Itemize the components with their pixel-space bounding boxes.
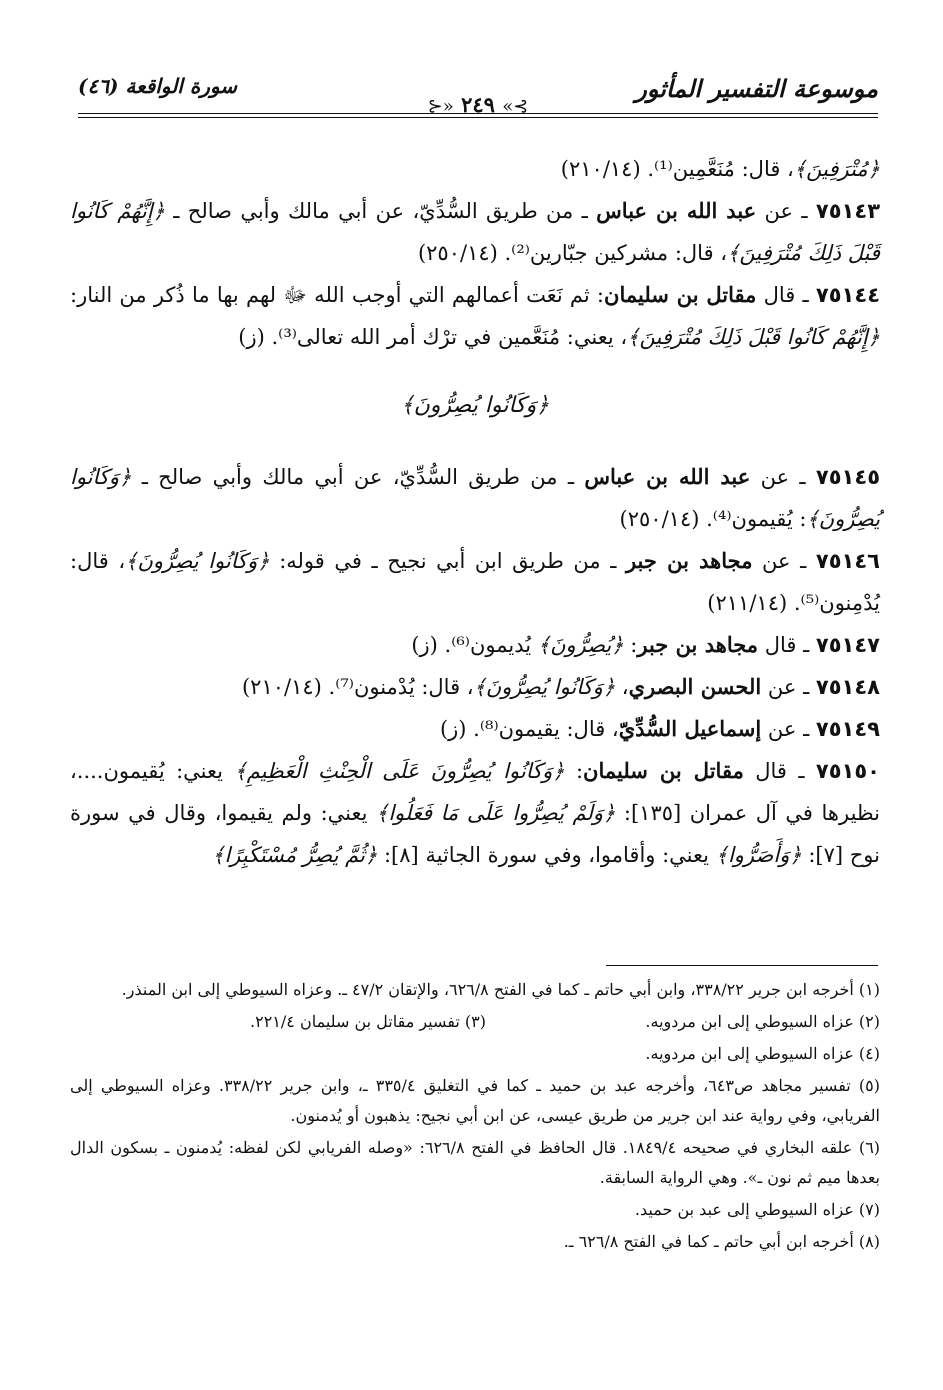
paragraph-text: ـ من طريق السُّدِّيّ، عن أبي مالك وأبي صالح ـ [164, 199, 597, 223]
paragraph-text: ، قال: يُدْمنون⁽⁷⁾. (٢١٠/١٤) [241, 675, 474, 699]
paragraph-text: يعني: وأقاموا، وفي سورة الجاثية [٨]: [377, 843, 716, 867]
paragraph-text: ، يعني: مُنَعَّمين في ترْك أمر الله تعالى⁽³⁾. (ز) [238, 325, 628, 349]
surah-label: سورة الواقعة (٤٦) [78, 74, 238, 98]
paragraph-75145 [70, 456, 880, 540]
quran-quote: ﴿وَأَصَرُّوا﴾ [715, 843, 802, 867]
paragraph-text: يعني: ولم يقيموا، وقال في سورة نوح [٧]: [70, 801, 880, 867]
paragraph-text: يُديمون⁽⁶⁾. (ز) [411, 633, 538, 657]
paragraph-text: : [564, 759, 584, 783]
paragraph-text: ، قال: مُنَعَّمِين⁽¹⁾. (٢١٠/١٤) [560, 157, 794, 181]
ornament-right: ⊱» [502, 96, 529, 117]
paragraph-text: ، قال: يقيمون⁽⁸⁾. (ز) [439, 717, 619, 741]
quran-quote: ﴿ثُمَّ يُصِرُّ مُسْتَكْبِرًا﴾ [212, 843, 378, 867]
paragraph-text: : ثم نَعَت أعمالهم التي أوجب الله ﷻ لهم بها ما ذُكر من النار: [70, 283, 605, 307]
quran-quote: ﴿إِنَّهُمْ كَانُوا قَبْلَ ذَلِكَ مُتْرَفِينَ﴾ [70, 199, 880, 265]
footnote-1: (١) أخرجه ابن جرير ٣٣٨/٢٢، وابن أبي حاتم ـ كما في الفتح ٦٢٦/٨، والإتقان ٤٧/٢ ـ. وعزاه السيوطي إلى ابن المنذر. [121, 980, 880, 999]
quran-quote: ﴿يُصِرُّونَ﴾ [537, 633, 624, 657]
footnote-8: (٨) أخرجه ابن أبي حاتم ـ كما في الفتح ٦٢٦/٨ ـ. [563, 1232, 880, 1251]
paragraph-text: ـ عن [756, 199, 816, 223]
paragraph-text: يعني: يُقيمون....، نظيرها في آل عمران [١٣٥]: [70, 759, 880, 825]
entry-number: ٧٥١٤٧ [815, 633, 880, 657]
footnote-4: (٤) عزاه السيوطي إلى ابن مردويه. [645, 1044, 880, 1063]
narrator-name: مجاهد بن جبر [637, 632, 759, 657]
book-title: موسوعة التفسير المأثور [635, 74, 878, 103]
entry-number: ٧٥١٤٥ [815, 465, 881, 489]
page-header [78, 72, 878, 117]
narrator-name: مقاتل بن سليمان [604, 282, 757, 307]
paragraph-75146 [70, 540, 880, 624]
footnote-5: (٥) تفسير مجاهد ص٦٤٣، وأخرجه عبد بن حميد ـ كما في التغليق ٣٣٥/٤ ـ، وابن جرير ٣٣٨/٢٢. وعزاه السيوطي إلى الفريابي، وفي رواية عند ابن جرير من طريق عيسى، عن ابن أبي نجيح: يذهبون أو يُدمنون. [70, 1076, 881, 1125]
paragraph-text: ـ عن [761, 675, 816, 699]
paragraph-75143 [70, 190, 880, 274]
entry-number: ٧٥١٤٦ [815, 549, 880, 573]
paragraph-75148 [70, 666, 880, 708]
footnote-separator [606, 965, 878, 966]
paragraph-text: ـ عن [752, 549, 816, 573]
narrator-name: مقاتل بن سليمان [583, 758, 744, 783]
ornament-left: «⊰ [427, 96, 454, 117]
paragraph-text: : [623, 633, 638, 657]
page-number-value: ٢٤٩ [461, 92, 495, 117]
quran-quote: ﴿إِنَّهُمْ كَانُوا قَبْلَ ذَلِكَ مُتْرَفِينَ﴾ [627, 325, 880, 349]
narrator-name: عبد الله بن عباس [596, 198, 757, 223]
paragraph-text: ـ من طريق السُّدِّيّ، عن أبي مالك وأبي صالح ـ [131, 465, 585, 489]
section-heading: ﴿وَكَانُوا يُصِرُّونَ﴾ [400, 393, 550, 418]
narrator-name: الحسن البصري [628, 674, 762, 699]
entry-number: ٧٥١٤٤ [815, 283, 881, 307]
paragraph-75144 [70, 274, 880, 358]
quran-quote: ﴿وَكَانُوا يُصِرُّونَ﴾ [70, 465, 880, 531]
paragraph-75149 [70, 708, 880, 750]
entry-number: ٧٥١٤٩ [815, 717, 880, 741]
paragraph-text: ـ عن [761, 717, 816, 741]
footnote-7: (٧) عزاه السيوطي إلى عبد بن حميد. [634, 1200, 880, 1219]
entry-number: ٧٥١٤٣ [815, 199, 881, 223]
narrator-name: إسماعيل السُّدِّيّ [618, 716, 762, 741]
narrator-name: مجاهد بن جبر [625, 548, 753, 573]
narrator-name: عبد الله بن عباس [584, 464, 751, 489]
paragraph-text: ـ قال [758, 633, 816, 657]
footnote-6: (٦) علقه البخاري في صحيحه ١٨٤٩/٤. قال الحافظ في الفتح ٦٢٦/٨: «وصله الفريابي لكن لفظه: يُدمنون ـ بسكون الدال بعدها ميم ثم نون ـ». وهي الرواية السابقة. [70, 1138, 881, 1187]
paragraph-text: ـ من طريق ابن أبي نجيح ـ في قوله: [269, 549, 626, 573]
paragraph-75150 [70, 750, 880, 876]
paragraph-0 [70, 148, 880, 190]
paragraph-text: ـ عن [750, 465, 816, 489]
paragraph-text: : يُقيمون⁽⁴⁾. (٢٥٠/١٤) [619, 507, 807, 531]
paragraph-text: ، قال: يُدْمِنون⁽⁵⁾. (٢١١/١٤) [70, 549, 880, 615]
footnote-3: (٣) تفسير مقاتل بن سليمان ٢٢١/٤. [250, 1012, 486, 1031]
paragraph-text: ، [615, 675, 629, 699]
quran-quote: ﴿وَكَانُوا يُصِرُّونَ﴾ [473, 675, 616, 699]
entry-number: ٧٥١٤٨ [815, 675, 880, 699]
paragraph-text: ـ قال [743, 759, 816, 783]
header-rule [78, 113, 878, 114]
quran-quote: ﴿وَلَمْ يُصِرُّوا عَلَى مَا فَعَلُوا﴾ [376, 801, 616, 825]
quran-quote: ﴿وَكَانُوا يُصِرُّونَ﴾ [125, 549, 270, 573]
paragraph-text: ، قال: مشركين جبّارين⁽²⁾. (٢٥٠/١٤) [417, 241, 728, 265]
paragraph-75147 [70, 624, 880, 666]
quran-quote: ﴿مُتْرَفِينَ﴾ [793, 157, 880, 181]
header-rule-thin [78, 117, 878, 118]
paragraph-text: ـ قال [756, 283, 816, 307]
quran-quote: ﴿وَكَانُوا يُصِرُّونَ عَلَى الْحِنْثِ الْعَظِيمِ﴾ [234, 759, 565, 783]
main-text [70, 148, 880, 876]
footnote-2: (٢) عزاه السيوطي إلى ابن مردويه. [645, 1012, 880, 1031]
footnotes [70, 975, 880, 1259]
entry-number: ٧٥١٥٠ [815, 759, 880, 783]
footnote-pair [70, 1007, 880, 1037]
